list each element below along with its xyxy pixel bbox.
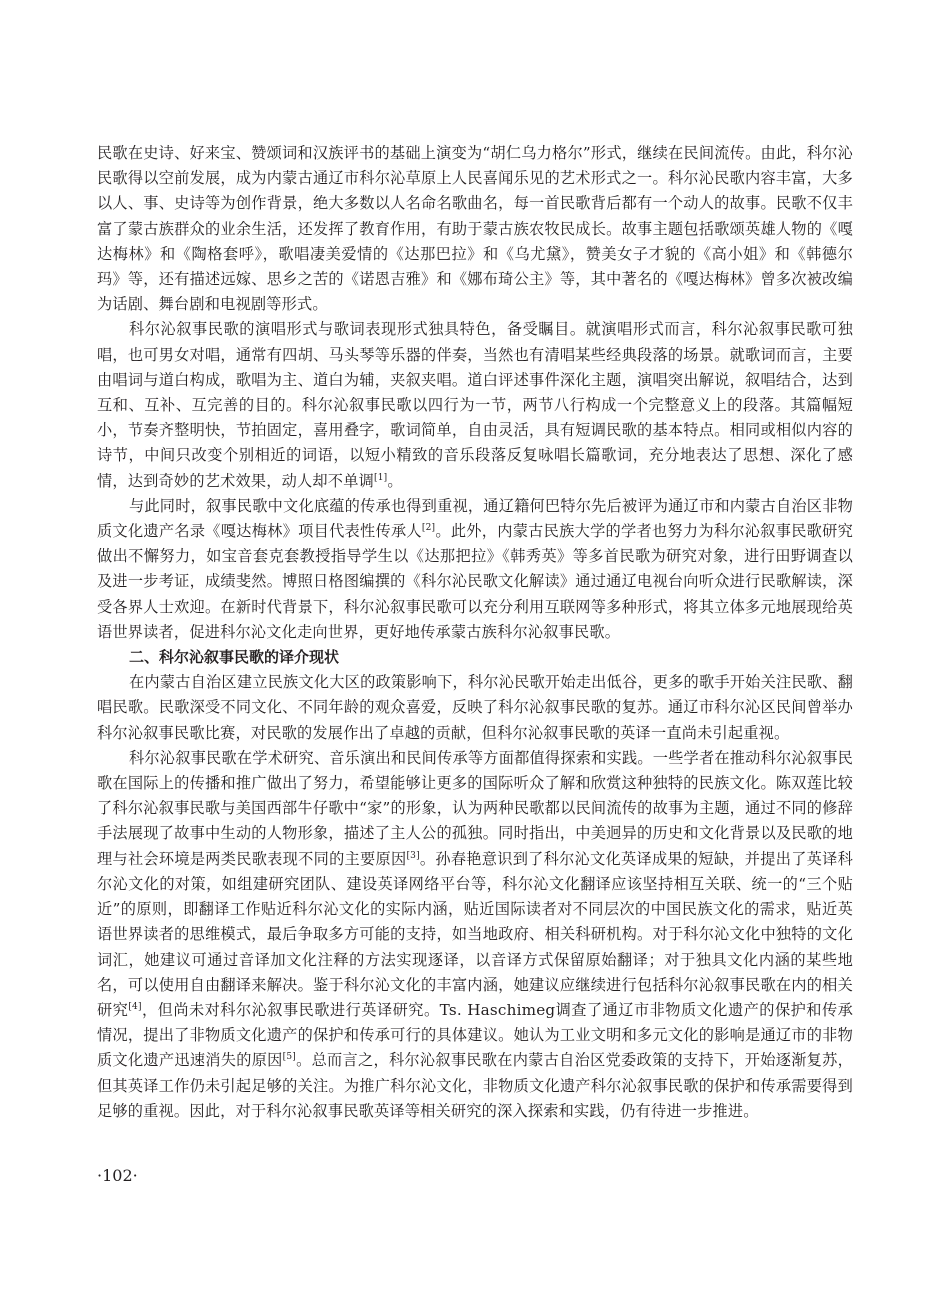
paragraph-5-text-a: 科尔沁叙事民歌在学术研究、音乐演出和民间传承等方面都值得探索和实践。一些学者在推动科尔沁叙事民歌在国际上的传播和推广做出了努力，希望能够让更多的国际听众了解和欣赏这种独特的民族文化。陈双莲比较了科尔沁叙事民歌与美国西部牛仔歌中“家”的形象，认为两种民歌都以民间流传的故事为主题，通过不同的修辞手法展现了故事中生动的人物形象，描述了主人公的孤独。同时指出，中美迥异的历史和文化背景以及民歌的地理与社会环境是两类民歌表现不同的主要原因	[97, 748, 853, 868]
citation-3: [3]	[406, 850, 420, 861]
paragraph-3-text-a: 与此同时，叙事民歌中文化底蕴的传承也得到重视，通辽籍何巴特尔先后被评为通辽市和内蒙古自治区非物质文化遗产名录《嘎达梅林》项目代表性传承人	[97, 496, 853, 541]
paragraph-5-text-d: 。总而言之，科尔沁叙事民歌在内蒙古自治区党委政策的支持下，开始逐渐复苏，但其英译工作仍未引起足够的关注。为推广科尔沁文化，非物质文化遗产科尔沁叙事民歌的保护和传承需要得到足够的重视。因此，对于科尔沁叙事民歌英译等相关研究的深入探索和实践，仍有待进一步推进。	[97, 1051, 854, 1120]
paragraph-2	[97, 317, 853, 493]
article-body	[97, 141, 853, 1124]
paragraph-4: 在内蒙古自治区建立民族文化大区的政策影响下，科尔沁民歌开始走出低谷，更多的歌手开始关注民歌、翻唱民歌。民歌深受不同文化、不同年龄的观众喜爱，反映了科尔沁叙事民歌的复苏。通辽市科尔沁区民间曾举办科尔沁叙事民歌比赛，对民歌的发展作出了卓越的贡献，但科尔沁叙事民歌的英译一直尚未引起重视。	[97, 673, 853, 742]
citation-4: [4]	[128, 1001, 142, 1012]
page-number: ·102·	[97, 1166, 138, 1185]
paragraph-5-text-c: ，但尚未对科尔沁叙事民歌进行英译研究。Ts. Haschimeg调查了通辽市非物质文化遗产的保护和传承情况，提出了非物质文化遗产的保护和传承可行的具体建议。她认为工业文明和多元文化的影响是通辽市的非物质文化遗产迅速消失的原因	[97, 1000, 853, 1070]
section-heading: 二、科尔沁叙事民歌的译介现状	[129, 648, 340, 667]
citation-1: [1]	[373, 472, 388, 483]
paragraph-5-text-b: 。孙春艳意识到了科尔沁文化英译成果的短缺，并提出了英译科尔沁文化的对策，如组建研究团队、建设英译网络平台等，科尔沁文化翻译应该坚持相互关联、统一的“三个贴近”的原则，即翻译工作贴近科尔沁文化的实际内涵，贴近国际读者对不同层次的中国民族文化的需求，贴近英语世界读者的思维模式，最后争取多方可能的支持，如当地政府、相关科研机构。对于科尔沁文化中独特的文化词汇，她建议可通过音译加文化注释的方法实现逐译，以音译方式保留原始翻译；对于独具文化内涵的某些地名，可以使用自由翻译来解决。鉴于科尔沁文化的丰富内涵，她建议应继续进行包括科尔沁叙事民歌在内的相关研究	[97, 849, 853, 1019]
paragraph-3	[97, 494, 853, 645]
citation-2: [2]	[421, 522, 436, 533]
paragraph-1: 民歌在史诗、好来宝、赞颂词和汉族评书的基础上演变为“胡仁乌力格尔”形式，继续在民间流传。由此，科尔沁民歌得以空前发展，成为内蒙古通辽市科尔沁草原上人民喜闻乐见的艺术形式之一。科尔沁民歌内容丰富，大多以人、事、史诗等为创作背景，绝大多数以人名命名歌曲名，每一首民歌背后都有一个动人的故事。民歌不仅丰富了蒙古族群众的业余生活，还发挥了教育作用，有助于蒙古族农牧民成长。故事主题包括歌颂英雄人物的《嘎达梅林》和《陶格套呼》，歌唱凄美爱情的《达那巴拉》和《乌尤黛》，赞美女子才貌的《高小姐》和《韩德尔玛》等，还有描述远嫁、思乡之苦的《诺恩吉雅》和《娜布琦公主》等，其中著名的《嘎达梅林》曾多次被改编为话剧、舞台剧和电视剧等形式。	[97, 144, 853, 314]
paragraph-2-text: 科尔沁叙事民歌的演唱形式与歌词表现形式独具特色，备受瞩目。就演唱形式而言，科尔沁叙事民歌可独唱，也可男女对唱，通常有四胡、马头琴等乐器的伴奏，当然也有清唱某些经典段落的场景。就歌词而言，主要由唱词与道白构成，歌唱为主、道白为辅，夹叙夹唱。道白评述事件深化主题，演唱突出解说，叙唱结合，达到互和、互补、互完善的目的。科尔沁叙事民歌以四行为一节，两节八行构成一个完整意义上的段落。其篇幅短小，节奏齐整明快，节拍固定，喜用叠字，歌词简单，自由灵活，具有短调民歌的基本特点。相同或相似内容的诗节，中间只改变个别相近的词语，以短小精致的音乐段落反复咏唱长篇歌词，充分地表达了思想、深化了感情，达到奇妙的艺术效果，动人却不单调	[97, 320, 853, 490]
paragraph-2-end: 。	[387, 471, 403, 490]
citation-5: [5]	[282, 1052, 297, 1063]
paragraph-3-text-b: 。此外，内蒙古民族大学的学者也努力为科尔沁叙事民歌研究做出不懈努力，如宝音套克套教授指导学生以《达那把拉》《韩秀英》等多首民歌为研究对象，进行田野调查以及进一步考证，成绩斐然。博照日格图编撰的《科尔沁民歌文化解读》通过通辽电视台向听众进行民歌解读，深受各界人士欢迎。在新时代背景下，科尔沁叙事民歌可以充分利用互联网等多种形式，将其立体多元地展现给英语世界读者，促进科尔沁文化走向世界，更好地传承蒙古族科尔沁叙事民歌。	[97, 522, 853, 641]
paragraph-5	[97, 746, 853, 1124]
